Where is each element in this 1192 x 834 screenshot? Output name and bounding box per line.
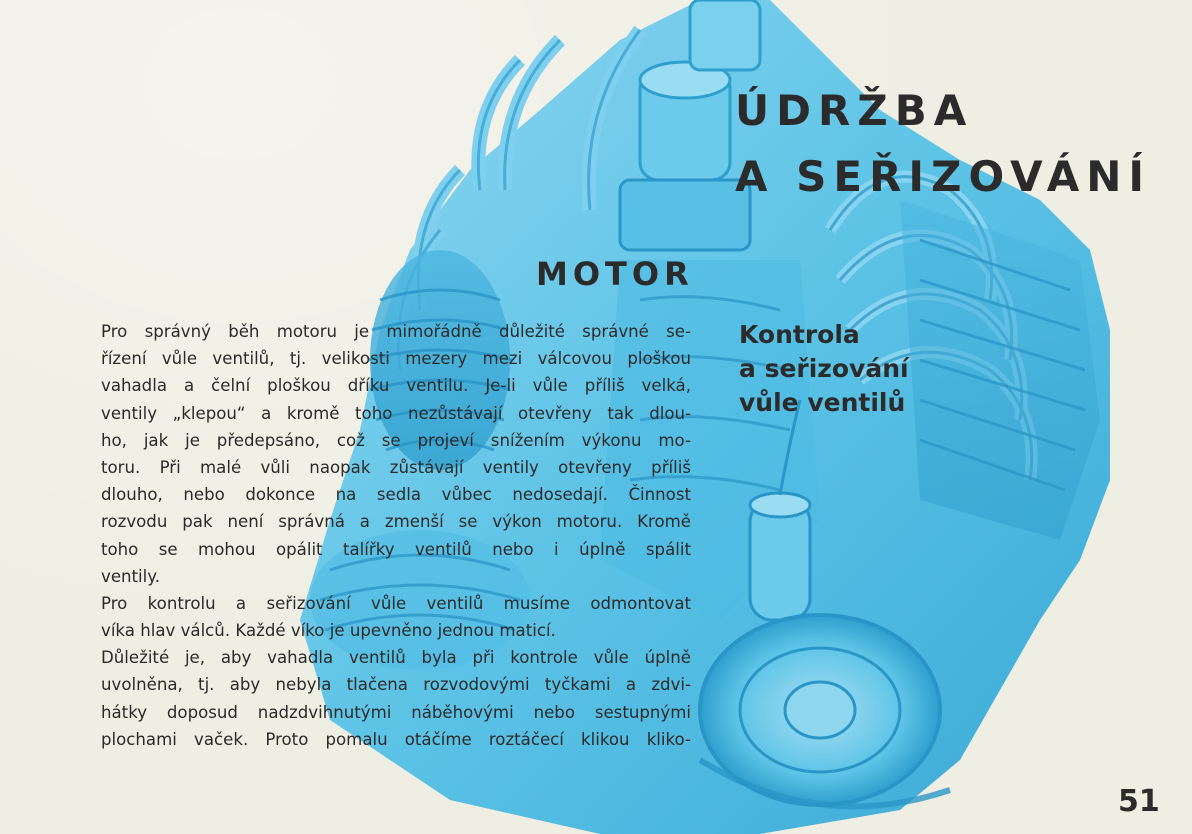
subsection-heading-line-3: vůle ventilů — [739, 388, 906, 417]
body-line: dlouho, nebo dokonce na sedla vůbec nedosedají. Činnost — [101, 485, 691, 505]
body-line: ho, jak je předepsáno, což se projeví snížením výkonu mo- — [101, 430, 691, 450]
body-line: Pro kontrolu a seřizování vůle ventilů musíme odmontovat — [101, 593, 691, 613]
body-line: Důležité je, aby vahadla ventilů byla při kontrole vůle úplně — [101, 648, 691, 668]
body-line: plochami vaček. Proto pomalu otáčíme roztáčecí klikou kliko- — [101, 729, 691, 749]
subsection-heading-line-1: Kontrola — [739, 320, 860, 349]
body-line: víka hlav válců. Každé víko je upevněno jednou maticí. — [101, 621, 556, 641]
subsection-heading-line-2: a seřizování — [739, 354, 909, 383]
body-line: Pro správný běh motoru je mimořádně důležité správné se- — [101, 322, 691, 341]
body-line: toho se mohou opálit talířky ventilů nebo i úplně spálit — [101, 539, 691, 559]
body-line: rozvodu pak není správná a zmenší se výkon motoru. Kromě — [101, 512, 691, 532]
body-line: uvolněna, tj. aby nebyla tlačena rozvodovými tyčkami a zdvi- — [101, 675, 691, 695]
body-line: hátky doposud nadzdvihnutými náběhovými nebo sestupnými — [101, 702, 691, 722]
subsection-heading — [739, 318, 909, 420]
body-line: ventily. — [101, 566, 161, 586]
body-line: vahadla a čelní ploškou dříku ventilu. Je-li vůle příliš velká, — [101, 376, 691, 396]
chapter-heading-line-2: A SEŘIZOVÁNÍ — [735, 152, 1152, 201]
body-line: ventily „klepou“ a kromě toho nezůstávají otevřeny tak dlou- — [101, 403, 691, 423]
body-line: řízení vůle ventilů, tj. velikosti mezery mezi válcovou ploškou — [101, 349, 691, 369]
body-line: toru. Při malé vůli naopak zůstávají ventily otevřeny příliš — [101, 457, 691, 477]
section-title: MOTOR — [536, 255, 694, 293]
body-text — [101, 318, 691, 753]
chapter-heading — [735, 78, 1151, 210]
page-number: 51 — [1118, 784, 1160, 819]
chapter-heading-line-1: ÚDRŽBA — [735, 86, 974, 135]
